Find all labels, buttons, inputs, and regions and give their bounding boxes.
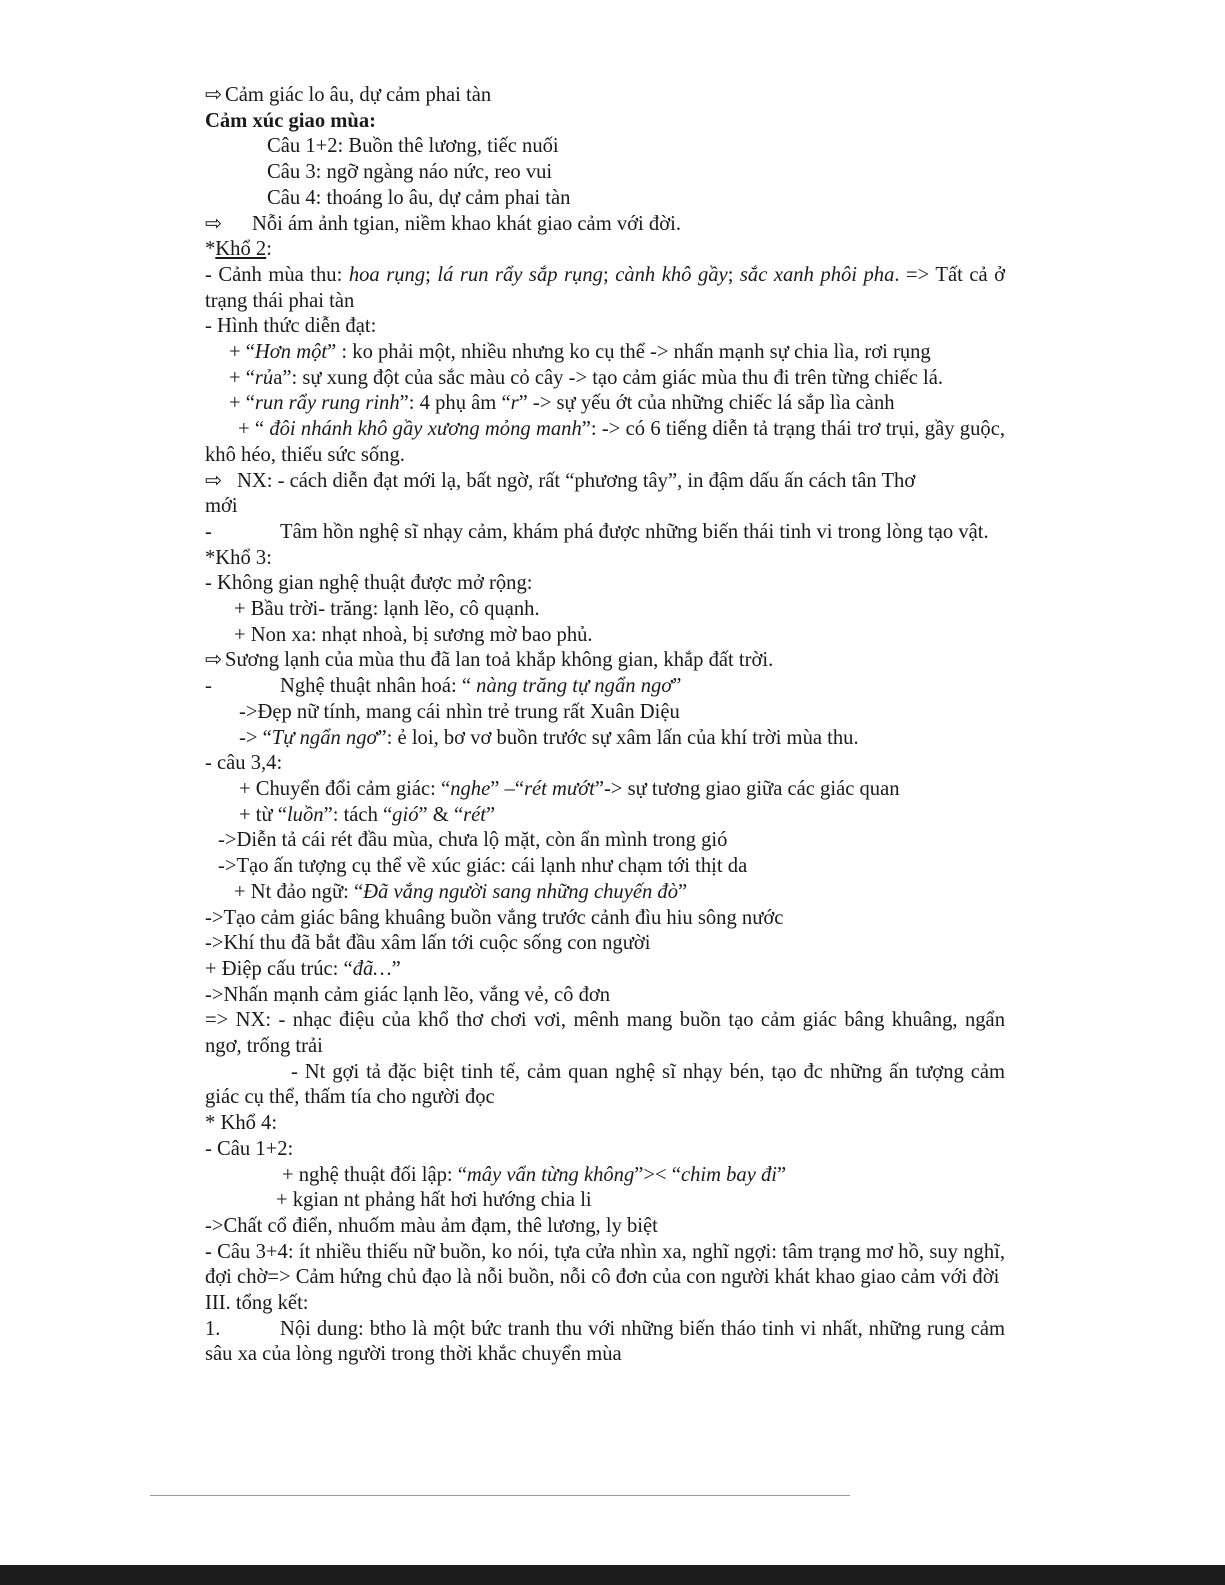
text: a”: sự xung đột của sắc màu cỏ cây -> tạo cảm giác mùa thu đi trên từng chiếc lá. [273, 366, 944, 389]
text: sắc xanh phôi pha [739, 263, 895, 286]
text: + Chuyển đổi cảm giác: “ [239, 777, 451, 800]
text: - [205, 520, 212, 543]
line-arrow-2 [205, 212, 1005, 238]
text: rủ [254, 366, 274, 389]
line-arrow-1 [205, 83, 1005, 109]
text: ” [391, 957, 401, 980]
text-line [205, 520, 1005, 546]
arrow-icon: ⇨ [205, 212, 223, 235]
list-item [205, 366, 1005, 392]
text-line: - Câu 1+2: [205, 1137, 294, 1160]
text: ; [425, 263, 438, 286]
text: Sương lạnh của mùa thu đã lan toả khắp không gian, khắp đất trời. [225, 649, 774, 672]
text: Nội dung: btho là một bức tranh thu với những biến tháo tinh vi nhất, những rung cảm sâu xa của lòng người trong thời khắc chuyển mùa [205, 1317, 1005, 1366]
text-line [205, 957, 1005, 983]
text: ” [777, 1163, 787, 1186]
heading-kho-4: * Khổ 4: [205, 1112, 278, 1135]
text: nghe [450, 777, 491, 800]
arrow-icon: ⇨ [205, 84, 223, 106]
paragraph: => NX: - nhạc điệu của khổ thơ chơi vơi, mênh mang buồn tạo cảm giác bâng khuâng, ngẩn ngơ, trống trải [205, 1009, 1005, 1058]
footer-divider [150, 1495, 850, 1496]
text: -> “ [239, 726, 272, 749]
text: cành khô gầy [615, 263, 728, 286]
section-heading: Cảm xúc giao mùa: [205, 109, 377, 132]
text: + “ [238, 418, 270, 441]
bottom-edge-band [0, 1565, 1225, 1585]
list-item [205, 803, 1005, 829]
text: + “ [229, 392, 255, 415]
text-line: ->Nhấn mạnh cảm giác lạnh lẽo, vắng vẻ, cô đơn [205, 983, 611, 1006]
text: . => Tất cả ở trạng thái phai tàn [205, 263, 1006, 312]
text: Tâm hồn nghệ sĩ nhạy cảm, khám phá được những biến thái tinh vi trong lòng tạo vật. [280, 520, 989, 543]
paragraph [205, 263, 1005, 314]
text: run rẩy rung rinh [254, 392, 400, 415]
document-body [205, 83, 1005, 1368]
heading-kho-3: *Khổ 3: [205, 546, 272, 569]
text: ” : ko phải một, nhiều nhưng ko cụ thể -> nhấn mạnh sự chia lìa, rơi rụng [327, 341, 931, 364]
list-item [205, 1163, 1005, 1189]
text: gió [392, 803, 419, 826]
text-line: ->Tạo cảm giác bâng khuâng buồn vắng trước cảnh đìu hiu sông nước [205, 906, 784, 929]
list-item: Câu 4: thoáng lo âu, dự cảm phai tàn [267, 186, 571, 209]
text: ”: 4 phụ âm “ [399, 392, 511, 415]
text: - Cảnh mùa thu: [205, 263, 349, 286]
text: nàng trăng tự ngẩn ngơ [476, 675, 673, 698]
text-line: ->Khí thu đã bắt đầu xâm lấn tới cuộc sống con người [205, 932, 651, 955]
text-line: ->Tạo ấn tượng cụ thể về xúc giác: cái lạnh như chạm tới thịt da [218, 855, 748, 878]
text: + nghệ thuật đối lập: “ [282, 1163, 467, 1186]
text: ”>< “ [634, 1163, 681, 1186]
text-line: - câu 3,4: [205, 752, 283, 775]
text: đôi nhánh khô gầy xương mỏng manh [269, 418, 582, 441]
text-line [205, 674, 1005, 700]
text: : [266, 238, 272, 261]
list-item: + Non xa: nhạt nhoà, bị sương mờ bao phủ. [234, 623, 593, 646]
text: lá run rẩy sắp rụng [437, 263, 603, 286]
list-item [205, 880, 1005, 906]
text: hoa rụng [348, 263, 426, 286]
text: Tự ngẩn ngơ [271, 726, 378, 749]
list-item: Câu 3: ngỡ ngàng náo nức, reo vui [267, 161, 553, 184]
list-item [205, 777, 1005, 803]
text: ” –“ [490, 777, 524, 800]
paragraph: - Nt gợi tả đặc biệt tinh tế, cảm quan nghệ sĩ nhạy bén, tạo đc những ấn tượng cảm giác cụ thể, thấm tía cho người đọc [205, 1060, 1005, 1109]
text-line: ->Diễn tả cái rét đầu mùa, chưa lộ mặt, còn ẩn mình trong gió [218, 829, 728, 852]
paragraph [205, 417, 1005, 468]
text: 1. [205, 1317, 221, 1340]
text: NX: - cách diễn đạt mới lạ, bất ngờ, rất “phương tây”, in đậm dấu ấn cách tân Thơ mới [205, 469, 916, 518]
list-item: Câu 1+2: Buồn thê lương, tiếc nuối [267, 135, 559, 158]
text: Đã vắng người sang những chuyến đò [363, 880, 679, 903]
text: ” -> sự yếu ớt của những chiếc lá sắp lìa cành [518, 392, 895, 415]
text: chim bay đi [680, 1163, 778, 1186]
text: + “ [229, 341, 255, 364]
text-line: ->Chất cổ điển, nhuốm màu ảm đạm, thê lương, ly biệt [205, 1214, 658, 1237]
text: Nghệ thuật nhân hoá: “ [280, 675, 477, 698]
text: ”: ẻ loi, bơ vơ buồn trước sự xâm lấn của khí trời mùa thu. [377, 726, 859, 749]
text: ; [727, 263, 740, 286]
text-line: - Không gian nghệ thuật được mở rộng: [205, 572, 533, 595]
line-arrow-4 [205, 648, 1005, 674]
text: ” & “ [418, 803, 464, 826]
text: ” [672, 675, 682, 698]
text: rét mướt [523, 777, 595, 800]
text: + “ [229, 366, 255, 389]
text-line: ->Đẹp nữ tính, mang cái nhìn trẻ trung rất Xuân Diệu [239, 700, 680, 723]
text-line: - Hình thức diễn đạt: [205, 315, 377, 338]
section-heading-tong-ket: III. tổng kết: [205, 1292, 309, 1315]
paragraph [205, 1317, 1005, 1368]
text: ”: tách “ [323, 803, 393, 826]
text: + Nt đảo ngữ: “ [234, 880, 364, 903]
arrow-icon: ⇨ [205, 469, 223, 492]
text: r [510, 392, 519, 415]
paragraph [205, 469, 950, 520]
text: ”-> sự tương giao giữa các giác quan [594, 777, 900, 800]
text: Nỗi ám ảnh tgian, niềm khao khát giao cảm với đời. [252, 212, 681, 235]
list-item [205, 340, 1005, 366]
text: Hơn một [254, 341, 328, 364]
paragraph: - Câu 3+4: ít nhiều thiếu nữ buồn, ko nói, tựa cửa nhìn xa, nghĩ ngợi: tâm trạng mơ hồ, suy nghĩ, đợi chờ=> Cảm hứng chủ đạo là nỗi buồn, nỗi cô đơn của con người khát khao giao cảm với đời [205, 1240, 1005, 1289]
list-item [205, 391, 1005, 417]
text: Khổ 2 [215, 238, 267, 261]
text: ” [678, 880, 688, 903]
text: ; [602, 263, 616, 286]
text: * [205, 238, 216, 261]
text: rét [463, 803, 486, 826]
text: mây vẩn từng không [466, 1163, 635, 1186]
text: + Điệp cấu trúc: “ [205, 957, 353, 980]
text: Cảm giác lo âu, dự cảm phai tàn [225, 84, 492, 106]
list-item: + kgian nt phảng hất hơi hướng chia li [276, 1189, 592, 1212]
text: ” [486, 803, 496, 826]
arrow-icon: ⇨ [205, 649, 223, 672]
list-item: + Bầu trời- trăng: lạnh lẽo, cô quạnh. [234, 598, 540, 621]
text: luồn [286, 803, 324, 826]
heading-kho-2 [205, 237, 1005, 263]
text: - [205, 675, 212, 698]
text: + từ “ [239, 803, 287, 826]
text: ”: -> có 6 tiếng diễn tả trạng thái trơ trụi, gầy guộc, khô héo, thiếu sức sống. [205, 418, 1005, 466]
text: đã… [352, 957, 392, 980]
text-line [205, 726, 1005, 752]
